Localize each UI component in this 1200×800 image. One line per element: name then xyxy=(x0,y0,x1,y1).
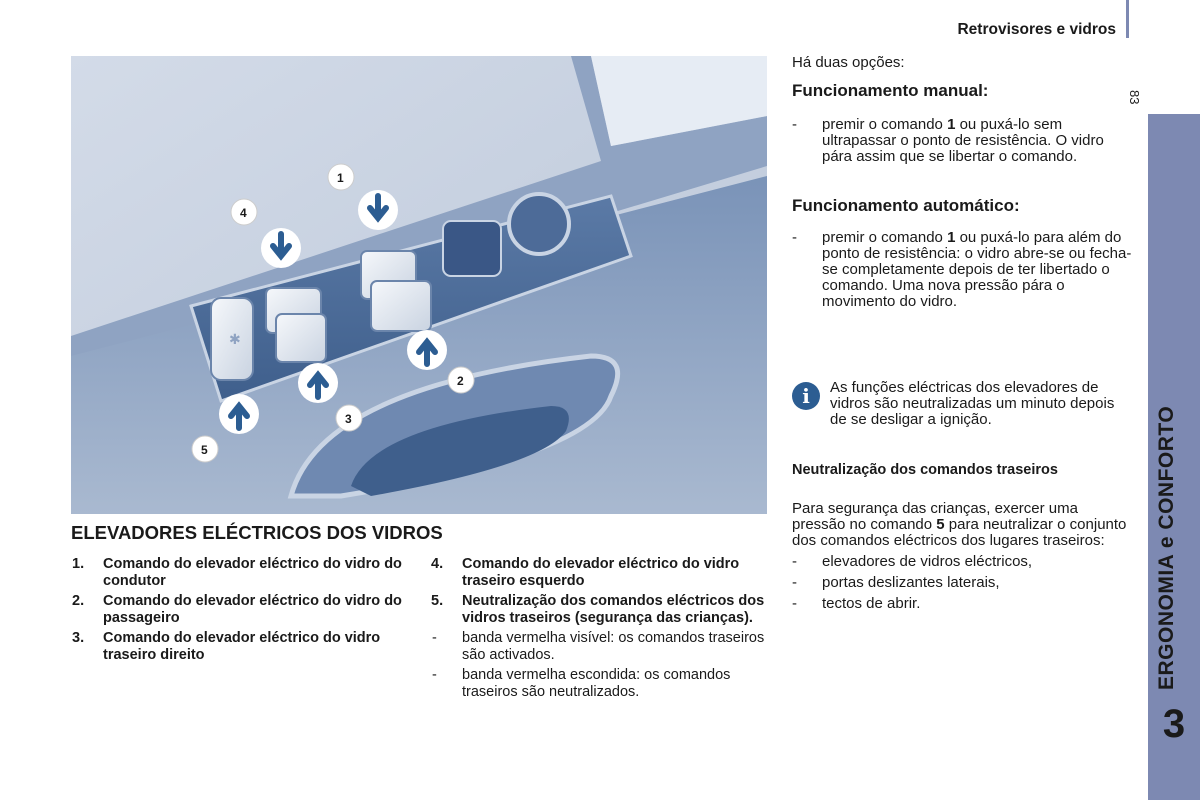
automatic-text-after: ou puxá-lo para além do ponto de resistência: o vidro abre-se ou fecha-se completamente depois de ter libertado o comando. Uma nova pressão pára o movimento do vidro. xyxy=(822,229,1132,310)
manual-heading: Funcionamento manual: xyxy=(792,81,989,100)
legend-item xyxy=(72,630,412,663)
dash-bullet: - xyxy=(792,595,797,612)
neutralization-command-number: 5 xyxy=(936,516,945,533)
mirror-adjust-knob xyxy=(509,194,569,254)
arrow-down-1-icon xyxy=(358,190,398,230)
manual-text-before: premir o comando xyxy=(822,116,948,133)
info-note-text: As funções eléctricas dos elevadores de vidros são neutralizadas um minuto depois de se desligar a ignição. xyxy=(830,379,1115,428)
window-switch-illustration xyxy=(71,56,767,514)
manual-instruction xyxy=(792,117,1132,165)
callout-2-label: 2 xyxy=(457,374,464,388)
legend-column-2 xyxy=(431,556,771,704)
neutralization-list-text: elevadores de vidros eléctricos, xyxy=(822,553,1033,570)
legend-item-number: 1. xyxy=(72,556,85,572)
arrow-up-5-icon xyxy=(219,394,259,434)
legend-sub-item xyxy=(431,667,771,700)
dash-bullet: - xyxy=(432,667,437,683)
neutralization-list-item xyxy=(792,596,1134,612)
running-header-title: Retrovisores e vidros xyxy=(957,21,1116,38)
passenger-window-switch xyxy=(371,281,431,331)
neutralization-list-item xyxy=(792,575,1134,591)
legend-item-number: 5. xyxy=(431,593,444,609)
svg-text:✱: ✱ xyxy=(229,332,241,348)
legend-item xyxy=(431,556,771,589)
dash-bullet: - xyxy=(792,229,797,246)
legend-item-text: Neutralização dos comandos eléctricos dos vidros traseiros (segurança das crianças). xyxy=(462,593,765,626)
dash-bullet: - xyxy=(792,553,797,570)
legend-item xyxy=(72,556,412,589)
callout-4-label: 4 xyxy=(240,206,247,220)
legend-sub-item xyxy=(431,630,771,663)
callout-3-label: 3 xyxy=(345,412,352,426)
chapter-number: 3 xyxy=(1162,702,1186,746)
neutralization-text-before: Para segurança das crianças, exercer uma pressão no comando xyxy=(792,500,1078,533)
chapter-tab-label: ERGONOMIA e CONFORTO xyxy=(1155,405,1178,690)
callout-5-label: 5 xyxy=(201,443,208,457)
automatic-heading: Funcionamento automático: xyxy=(792,196,1020,215)
legend-sub-text: banda vermelha visível: os comandos traseiros são activados. xyxy=(462,630,765,663)
legend-item-number: 3. xyxy=(72,630,85,646)
section-title: ELEVADORES ELÉCTRICOS DOS VIDROS xyxy=(71,522,443,543)
header-rule xyxy=(1126,0,1129,38)
arrow-down-4-icon xyxy=(261,228,301,268)
dash-bullet: - xyxy=(792,574,797,591)
neutralization-list-text: tectos de abrir. xyxy=(822,595,921,612)
neutralization-section xyxy=(792,501,1134,612)
legend-item-text: Comando do elevador eléctrico do vidro do passageiro xyxy=(103,593,402,626)
legend-item-number: 2. xyxy=(72,593,85,609)
legend-item-text: Comando do elevador eléctrico do vidro traseiro esquerdo xyxy=(462,556,740,589)
callout-1-label: 1 xyxy=(337,171,344,185)
arrow-up-2-icon xyxy=(407,330,447,370)
neutralization-text xyxy=(792,501,1134,549)
dash-bullet: - xyxy=(432,630,437,646)
legend-item xyxy=(72,593,412,626)
legend-item-text: Comando do elevador eléctrico do vidro do condutor xyxy=(103,556,402,589)
neutralization-list-item xyxy=(792,554,1134,570)
neutralization-list-text: portas deslizantes laterais, xyxy=(822,574,1000,591)
arrow-up-3-icon xyxy=(298,363,338,403)
legend-item-number: 4. xyxy=(431,556,444,572)
manual-text-after: ou puxá-lo sem ultrapassar o ponto de resistência. O vidro pára assim que se libertar o comando. xyxy=(822,116,1104,165)
legend-item xyxy=(431,593,771,626)
legend-sub-text: banda vermelha escondida: os comandos traseiros são neutralizados. xyxy=(462,667,731,700)
automatic-instruction xyxy=(792,230,1132,310)
neutralization-heading: Neutralização dos comandos traseiros xyxy=(792,462,1058,478)
manual-command-number: 1 xyxy=(947,116,956,133)
rear-right-switch xyxy=(276,314,326,362)
mirror-fold-button xyxy=(443,221,501,276)
page-number: 83 xyxy=(1127,90,1142,105)
neutralization-text-after: para neutralizar o conjunto dos comandos eléctricos dos lugares traseiros: xyxy=(792,516,1127,549)
automatic-command-number: 1 xyxy=(947,229,956,246)
dash-bullet: - xyxy=(792,116,797,133)
options-intro: Há duas opções: xyxy=(792,54,905,71)
legend-item-text: Comando do elevador eléctrico do vidro traseiro direito xyxy=(103,630,381,663)
legend-column-1 xyxy=(72,556,412,667)
info-icon: i xyxy=(792,382,820,410)
automatic-text-before: premir o comando xyxy=(822,229,948,246)
